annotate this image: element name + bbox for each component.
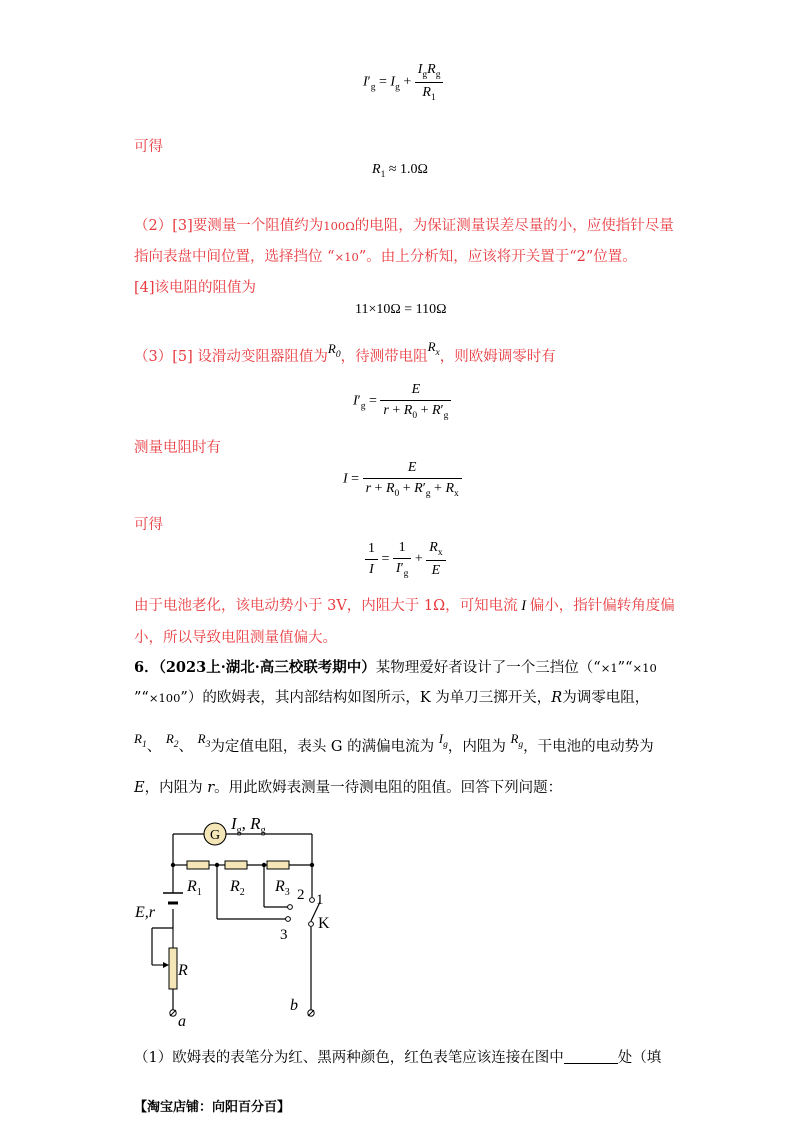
- text-measure: 测量电阻时有: [134, 440, 221, 456]
- footer-shop: 【淘宝店铺：向阳百分百】: [134, 1100, 291, 1115]
- source-label: E,r: [135, 904, 155, 921]
- r1-label: $R_1$: [187, 878, 202, 898]
- para3-line: （3）[5] 设滑动变阻器阻值为$R_0$，待测带电阻$R_x$，则欧姆调零时有: [134, 339, 556, 365]
- para4-line2: 小，所以导致电阻测量值偏大。: [134, 630, 337, 646]
- q6-line3: $R_1$、 $R_2$、 $R_3$为定值电阻，表头 G 的满偏电流为 $I_g$，内阻为 $R_g$，干电池的电动势为: [134, 731, 654, 755]
- switch-pos-2: 2: [297, 887, 305, 903]
- equation-reciprocal: $\frac{1}{I}$ = $\frac{1}{I'_g}$ + $\frac{R_x}{E}$: [365, 540, 446, 579]
- equation-zero-adjust: $I'_g$ = $\frac{E}{r + R_0 + R'_g}$: [353, 382, 451, 421]
- para2-line1: （2）[3]要测量一个阻值约为100Ω的电阻，为保证测量误差尽量的小，应使指针尽量: [134, 218, 674, 234]
- rheostat-label: R: [178, 962, 188, 979]
- equation-ig-prime: $I'_g = I_g$ + $\frac{I_gR_g}{R_1}$: [363, 62, 443, 103]
- r3-label: $R_3$: [275, 878, 290, 898]
- equation-r1: $R_1 \approx 1.0\Omega$: [372, 162, 428, 180]
- meter-params-label: $I_g$, $R_g$: [231, 814, 266, 836]
- equation-measure: I = $\frac{E}{r + R_0 + R'_g + R_x}$: [343, 460, 462, 499]
- para4-line1: 由于电池老化，该电动势小于 3V，内阻大于 1Ω，可知电流 I 偏小，指针偏转角度偏: [134, 598, 675, 614]
- terminal-a-label: a: [178, 1013, 186, 1030]
- switch-pos-3: 3: [280, 927, 288, 943]
- text-kede-2: 可得: [134, 517, 163, 533]
- r2-label: $R_2$: [230, 878, 245, 898]
- terminal-b-label: b: [290, 997, 298, 1014]
- answer-blank[interactable]: [564, 1049, 618, 1064]
- sub-question-1: （1）欧姆表的表笔分为红、黑两种颜色，红色表笔应该连接在图中 处（填: [134, 1050, 662, 1066]
- para2-line2: 指向表盘中间位置，选择挡位 “×10”。由上分析知，应该将开关置于“2”位置。: [134, 249, 637, 265]
- q6-line1: 6．（2023上·湖北·高三校联考期中）某物理爱好者设计了一个三挡位（“×1”“×10: [134, 659, 657, 676]
- circuit-diagram: [130, 805, 350, 1035]
- q6-line2: ”“×100”）的欧姆表，其内部结构如图所示，K 为单刀三掷开关，R为调零电阻，: [134, 690, 650, 706]
- para2-line3: [4]该电阻的阻值为: [134, 280, 257, 296]
- q6-line4: E，内阻为 r。用此欧姆表测量一待测电阻的阻值。回答下列问题：: [134, 780, 563, 796]
- equation-110: 11×10Ω = 110Ω: [355, 302, 447, 317]
- switch-pos-1: 1: [316, 892, 324, 908]
- galvanometer-label: G: [209, 828, 221, 843]
- switch-k-label: K: [318, 915, 330, 932]
- text-kede-1: 可得: [134, 139, 163, 155]
